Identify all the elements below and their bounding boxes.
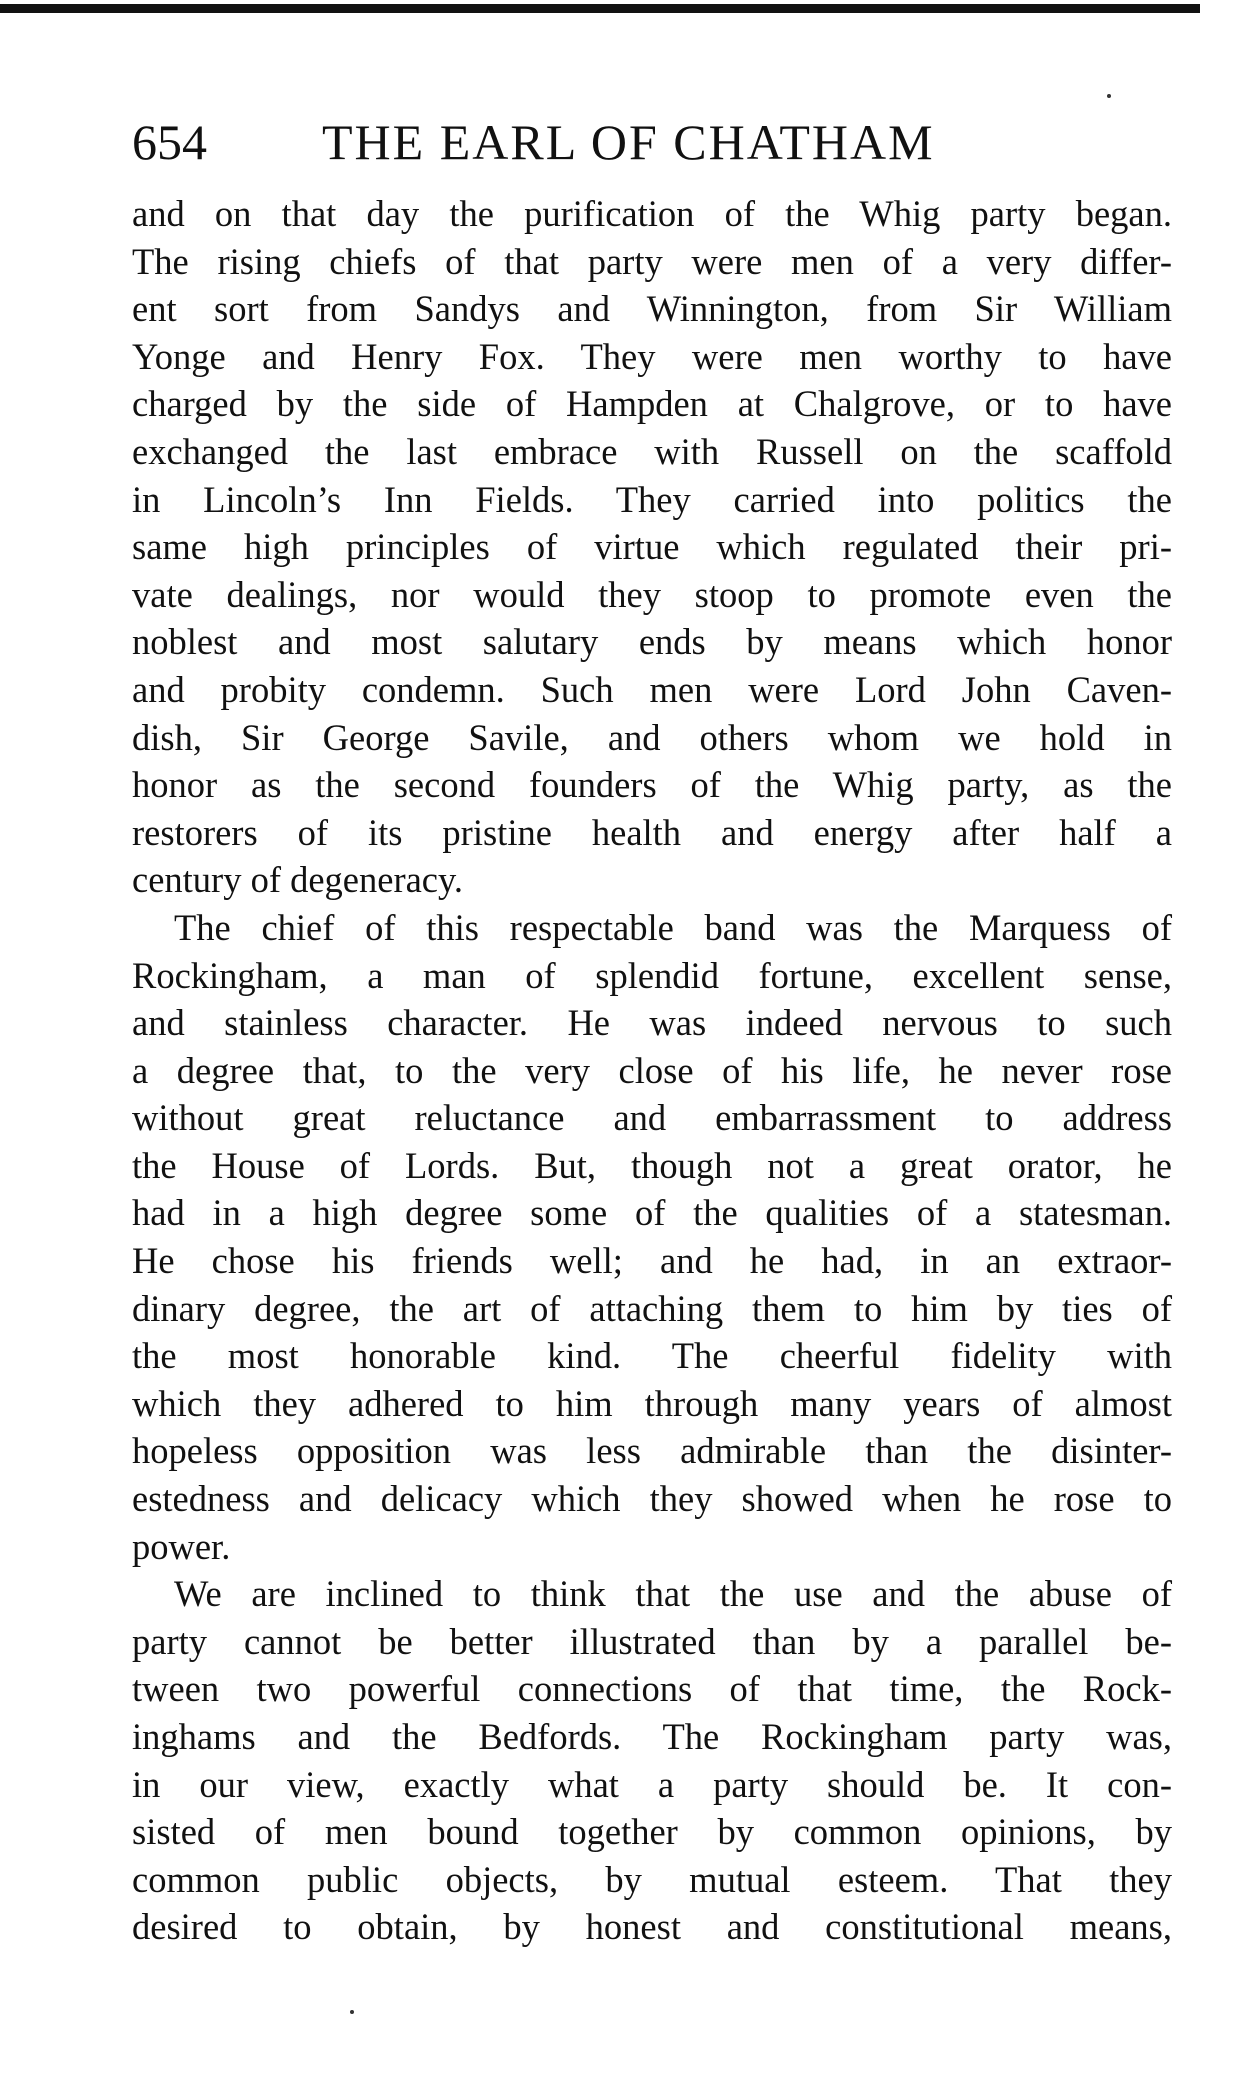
text-line: We are inclined to think that the use and the abuse of [174,1573,1172,1615]
text-line: honor as the second founders of the Whig party, as the [132,764,1172,806]
text-line: in Lincoln’s Inn Fields. They carried into politics the [132,478,1172,520]
paragraph [132,190,1172,904]
text-line: ent sort from Sandys and Winnington, from Sir William [132,288,1172,330]
text-line: same high principles of virtue which regulated their pri- [132,526,1172,568]
text-line: a degree that, to the very close of his life, he never rose [132,1049,1172,1091]
text-line: exchanged the last embrace with Russell on the scaffold [132,430,1172,472]
text-line: restorers of its pristine health and energy after half a [132,811,1172,853]
text-line: in our view, exactly what a party should be. It con- [132,1763,1172,1805]
body-text [132,190,1172,1951]
text-line: vate dealings, nor would they stoop to promote even the [132,573,1172,615]
text-line: tween two powerful connections of that time, the Rock- [132,1668,1172,1710]
page-number: 654 [132,114,207,170]
text-line: charged by the side of Hampden at Chalgrove, or to have [132,383,1172,425]
text-line: and stainless character. He was indeed nervous to such [132,1002,1172,1044]
text-line: Rockingham, a man of splendid fortune, excellent sense, [132,954,1172,996]
text-line: He chose his friends well; and he had, in an extraor- [132,1240,1172,1282]
text-line: noblest and most salutary ends by means which honor [132,621,1172,663]
text-line: inghams and the Bedfords. The Rockingham party was, [132,1716,1172,1757]
text-line: estedness and delicacy which they showed when he rose to [132,1478,1172,1520]
text-line: without great reluctance and embarrassment to address [132,1097,1172,1139]
text-line: which they adhered to him through many years of almost [132,1382,1172,1424]
top-page-rule [0,4,1200,13]
top-speck [1107,94,1111,98]
text-line: and probity condemn. Such men were Lord John Caven- [132,668,1172,710]
text-line: the House of Lords. But, though not a great orator, he [132,1144,1172,1186]
page-header [132,112,1172,172]
text-line: hopeless opposition was less admirable than the disinter- [132,1430,1172,1472]
text-line: and on that day the purification of the Whig party began. [132,193,1172,234]
text-line: Yonge and Henry Fox. They were men worthy to have [132,335,1172,377]
text-line: century of degeneracy. [132,859,464,901]
text-line: dinary degree, the art of attaching them to him by ties of [132,1287,1172,1329]
text-line: sisted of men bound together by common opinions, by [132,1811,1172,1853]
text-line: party cannot be better illustrated than by a parallel be- [132,1620,1172,1662]
bottom-speck [350,2010,354,2014]
text-line: power. [132,1525,231,1567]
paragraph [132,904,1172,1570]
text-line: the most honorable kind. The cheerful fidelity with [132,1335,1172,1377]
text-line: The chief of this respectable band was the Marquess of [174,906,1172,948]
text-line: The rising chiefs of that party were men of a very differ- [132,240,1172,282]
paragraph [132,1570,1172,1951]
text-line: dish, Sir George Savile, and others whom we hold in [132,716,1172,758]
text-line: desired to obtain, by honest and constitutional means, [132,1906,1172,1948]
text-line: common public objects, by mutual esteem. That they [132,1858,1172,1900]
running-title: THE EARL OF CHATHAM [322,114,935,170]
text-line: had in a high degree some of the qualities of a statesman. [132,1192,1172,1234]
